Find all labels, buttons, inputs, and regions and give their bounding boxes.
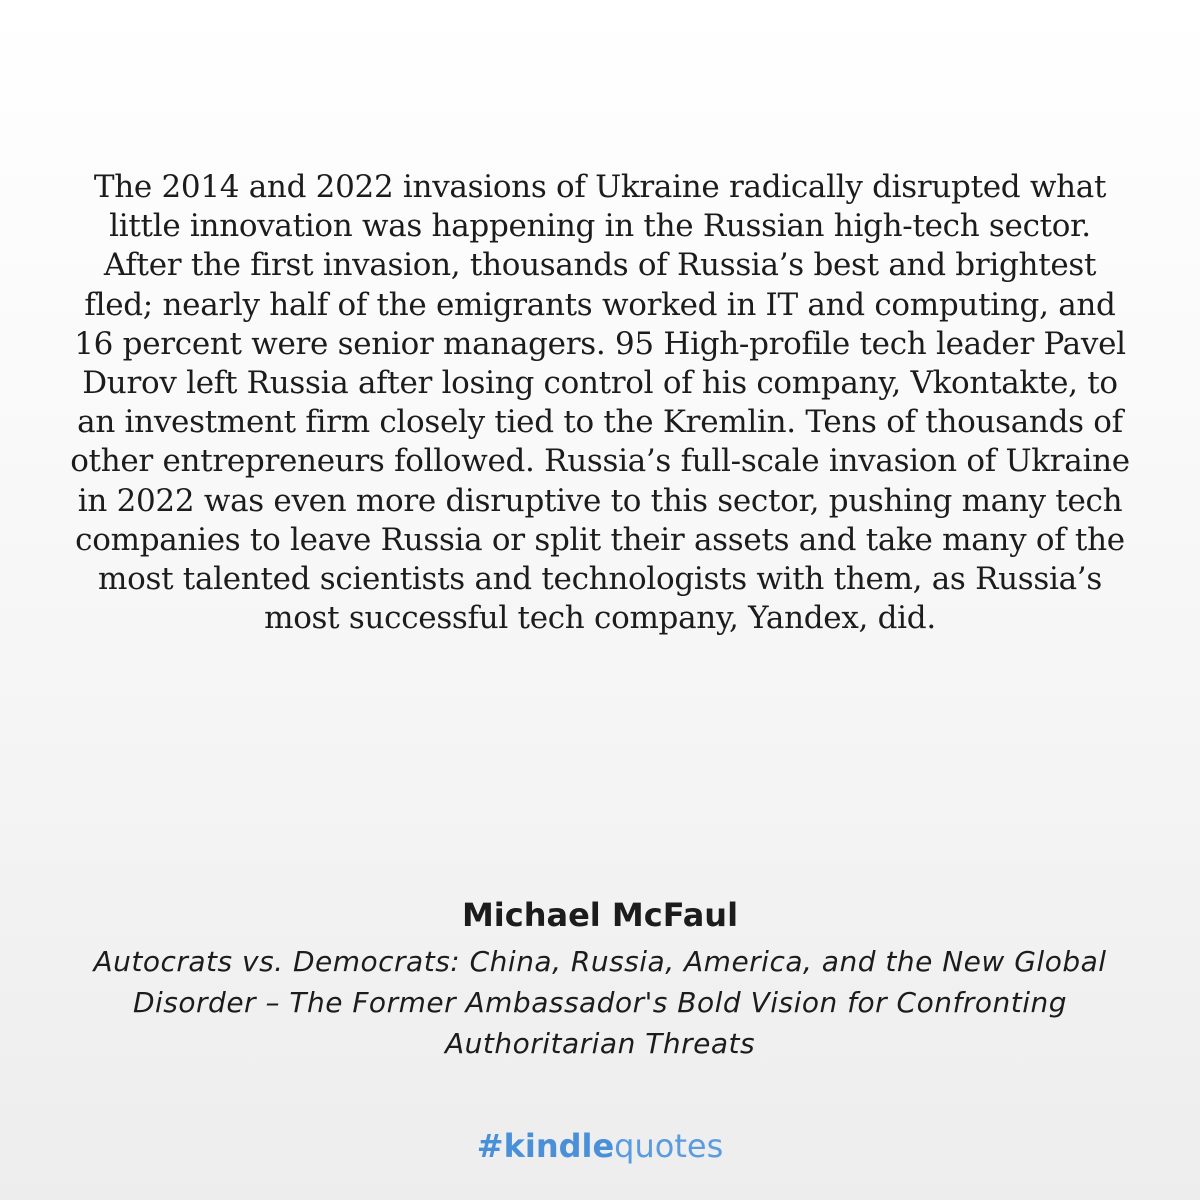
hashtag-suffix: quotes <box>614 1127 724 1165</box>
quote-text: The 2014 and 2022 invasions of Ukraine radically disrupted what little innovation was happening in the Russian high-tech sector. After the first invasion, thousands of Russia’s best and brightest fled; nearly half of the emigrants worked in IT and computing, and 16 percent were senior managers. 95 High-profile tech leader Pavel Durov left Russia after losing control of his company, Vkontakte, to an investment firm closely tied to the Kremlin. Tens of thousands of other entrepreneurs followed. Russia’s full-scale invasion of Ukraine in 2022 was even more disruptive to this sector, pushing many tech companies to leave Russia or split their assets and take many of the most talented scientists and technologists with them, as Russia’s most successful tech company, Yandex, did. <box>70 169 1130 637</box>
author-name: Michael McFaul <box>461 896 739 934</box>
kindlequotes-hashtag <box>0 1124 1200 1168</box>
book-title: Autocrats vs. Democrats: China, Russia, America, and the New Global Disorder – The Former Ambassador's Bold Vision for Confronting Authoritarian Threats <box>93 945 1107 1060</box>
hashtag-prefix: #kindle <box>476 1127 615 1165</box>
